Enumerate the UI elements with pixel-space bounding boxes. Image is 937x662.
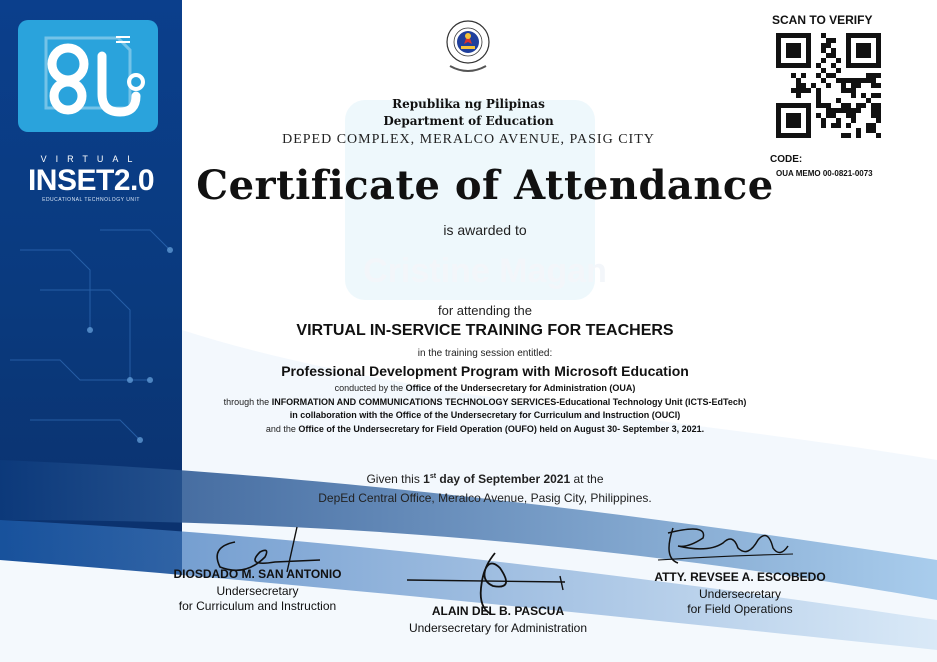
scan-to-verify-label: SCAN TO VERIFY [772,13,873,27]
description-line-2: through the INFORMATION AND COMMUNICATIONS TECHNOLOGY SERVICES-Educational Technology Unit (ICTS-EdTech) [223,396,747,407]
complex-address: DEPED COMPLEX, MERALCO AVENUE, PASIG CITY [282,132,655,147]
session-label: in the training session entitled: [417,348,553,359]
recipient-name: Cristine Magan [363,252,607,290]
signatory-title: Undersecretary for Administration [408,621,588,635]
signatory-name: ATTY. REVSEE A. ESCOBEDO [654,570,826,584]
brand-virtual: VIRTUAL [40,154,142,164]
deped-seal-icon [446,16,490,80]
signatory-escobedo [630,570,850,616]
signatory-office: for Field Operations [687,602,793,616]
signatory-pascua [382,604,614,635]
for-attending-text: for attending the [438,303,532,318]
description-line-3: in collaboration with the Office of the Undersecretary for Curriculum and Instruction (OUCI) [289,410,681,420]
signatory-san-antonio [150,567,365,613]
session-title: Professional Development Program with Microsoft Education [281,363,689,379]
awarded-text: is awarded to [443,222,527,238]
signatory-name: DIOSDADO M. SAN ANTONIO [173,567,342,581]
description-line-1: conducted by the Office of the Undersecretary for Administration (OUA) [334,383,636,393]
signatory-title: Undersecretary [216,584,299,598]
department-text: Department of Education [383,114,554,128]
signature-escobedo [648,518,798,576]
description-line-4: and the Office of the Undersecretary for Field Operation (OUFO) held on August 30- September 3, 2021. [265,423,705,434]
program-title: VIRTUAL IN-SERVICE TRAINING FOR TEACHERS [296,322,674,339]
description-block [180,382,790,436]
brand-unit: EDUCATIONAL TECHNOLOGY UNIT [42,197,140,203]
signatory-name: ALAIN DEL B. PASCUA [431,604,565,618]
qr-code-icon[interactable] [776,33,886,149]
brand-inset: INSET2.0 [27,164,155,197]
republic-text: Republika ng Pilipinas [392,97,545,111]
signatory-title: Undersecretary [698,587,782,601]
code-value: OUA MEMO 00-0821-0073 [776,169,873,178]
given-venue: DepEd Central Office, Meralco Avenue, Pasig City, Philippines. [318,491,652,505]
certificate-title: Certificate of Attendance [196,162,774,209]
virtual-inset-logo-icon [18,20,158,132]
signatory-office: for Curriculum and Instruction [178,599,337,613]
given-date: Given this 1st day of September 2021 at the [366,472,604,486]
code-label: CODE: [770,154,803,165]
